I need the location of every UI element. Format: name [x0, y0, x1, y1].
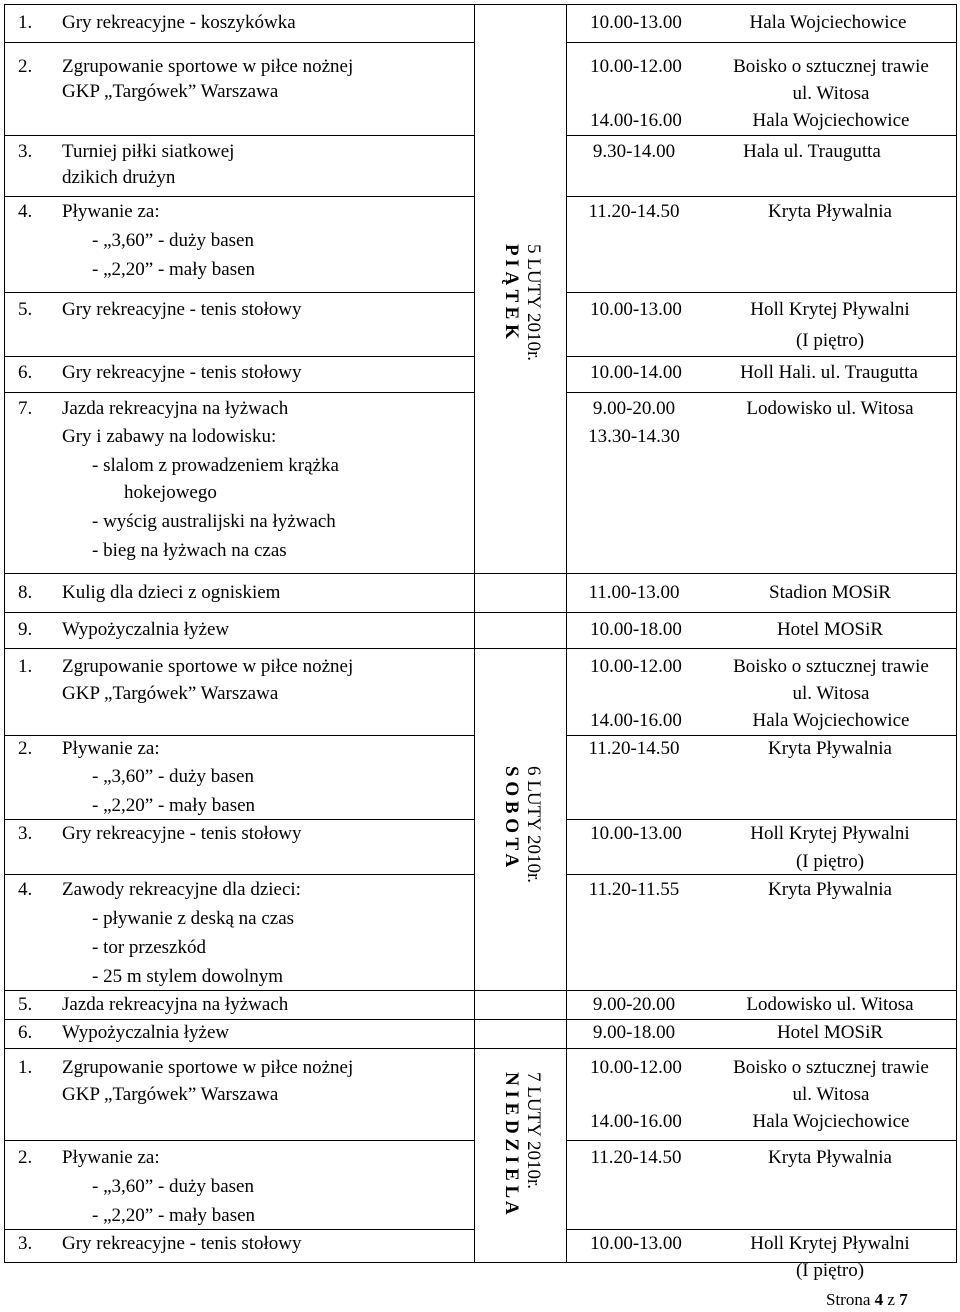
row-line: [566, 1229, 957, 1230]
time: 11.00-13.00: [588, 582, 680, 603]
activity-bullet: - „2,20” - mały basen: [92, 1205, 256, 1226]
time: 9.00-20.00: [592, 398, 676, 419]
time: 10.00-12.00: [590, 56, 682, 77]
time: 9.00-20.00: [592, 994, 676, 1015]
place: Hotel MOSiR: [776, 619, 884, 640]
item-number: 3.: [18, 1233, 33, 1254]
activity: Pływanie za:: [62, 201, 160, 222]
day-label-sunday: [500, 1072, 544, 1215]
place: Holl Hali. ul. Traugutta: [740, 362, 918, 383]
place: Boisko o sztucznej trawie: [733, 1057, 929, 1078]
place: Kryta Pływalnia: [767, 201, 892, 222]
item-number: 4.: [18, 879, 33, 900]
row-line: [4, 196, 474, 197]
row-line: [4, 874, 474, 875]
place: Lodowisko ul. Witosa: [746, 994, 914, 1015]
time: 11.20-14.50: [590, 1147, 682, 1168]
item-number: 1.: [18, 12, 33, 33]
activity-line: GKP „Targówek” Warszawa: [62, 683, 279, 704]
item-number: 3.: [18, 823, 33, 844]
day-label-friday: [500, 244, 544, 361]
activity-bullet: - bieg na łyżwach na czas: [92, 540, 287, 561]
activity: Zawody rekreacyjne dla dzieci:: [62, 879, 301, 900]
time: 10.00-13.00: [590, 1233, 682, 1254]
activity: Zgrupowanie sportowe w piłce nożnej: [62, 656, 354, 677]
place: Kryta Pływalnia: [767, 738, 892, 759]
time: 10.00-14.00: [590, 362, 682, 383]
table-border-right: [956, 4, 957, 1262]
activity-bullet: - 25 m stylem dowolnym: [92, 966, 284, 987]
page-sep: z: [883, 1290, 900, 1309]
activity-line: Gry i zabawy na lodowisku:: [62, 426, 277, 447]
place: Holl Krytej Pływalni: [750, 1233, 910, 1254]
time: 10.00-13.00: [590, 823, 682, 844]
activity-bullet: - „3,60” - duży basen: [92, 1176, 254, 1197]
day-date: 5 LUTY 2010r.: [523, 244, 544, 361]
activity-bullet: - slalom z prowadzeniem krążka: [92, 455, 339, 476]
row-line: [566, 292, 957, 293]
day-name: N I E D Z I E L A: [501, 1072, 522, 1215]
activity: Turniej piłki siatkowej: [62, 141, 235, 162]
time: 11.20-11.55: [588, 879, 680, 900]
place: Stadion MOSiR: [769, 582, 891, 603]
activity: Wypożyczalnia łyżew: [62, 619, 230, 640]
activity-bullet: - „2,20” - mały basen: [92, 795, 256, 816]
item-number: 5.: [18, 299, 33, 320]
row-line: [4, 1048, 957, 1049]
time: 14.00-16.00: [590, 710, 682, 731]
day-date: 7 LUTY 2010r.: [523, 1072, 544, 1189]
activity: Gry rekreacyjne - tenis stołowy: [62, 823, 302, 844]
item-number: 2.: [18, 738, 33, 759]
day-name: S O B O T A: [501, 766, 522, 868]
place: ul. Witosa: [792, 83, 870, 104]
item-number: 5.: [18, 994, 33, 1015]
row-line: [4, 573, 957, 574]
row-line: [566, 819, 957, 820]
row-line: [566, 1140, 957, 1141]
place: Holl Krytej Pływalni: [750, 299, 910, 320]
page-current: 4: [874, 1290, 884, 1309]
row-line: [4, 292, 474, 293]
time: 14.00-16.00: [590, 110, 682, 131]
activity-bullet: - tor przeszkód: [92, 937, 206, 958]
activity: Zgrupowanie sportowe w piłce nożnej: [62, 56, 354, 77]
place: Hala Wojciechowice: [752, 1111, 910, 1132]
page-label: Strona: [826, 1290, 875, 1309]
place: ul. Witosa: [792, 683, 870, 704]
place: Kryta Pływalnia: [767, 879, 892, 900]
place: Hala Wojciechowice: [752, 710, 910, 731]
item-number: 6.: [18, 1022, 33, 1043]
item-number: 8.: [18, 582, 33, 603]
activity: Jazda rekreacyjna na łyżwach: [62, 994, 289, 1015]
row-line: [4, 1229, 474, 1230]
activity: Gry rekreacyjne - tenis stołowy: [62, 362, 302, 383]
row-line: [566, 392, 957, 393]
row-line: [4, 1140, 474, 1141]
activity: Zgrupowanie sportowe w piłce nożnej: [62, 1057, 354, 1078]
place: Hala Wojciechowice: [752, 110, 910, 131]
table-border-left: [4, 4, 5, 1262]
place: Hala ul. Traugutta: [743, 141, 881, 162]
time: 9.00-18.00: [592, 1022, 676, 1043]
time: 10.00-18.00: [590, 619, 682, 640]
place: Hala Wojciechowice: [749, 12, 907, 33]
item-number: 9.: [18, 619, 33, 640]
time: 14.00-16.00: [590, 1111, 682, 1132]
item-number: 2.: [18, 1147, 33, 1168]
activity: Pływanie za:: [62, 1147, 160, 1168]
day-column-divider-left: [474, 4, 475, 1262]
item-number: 6.: [18, 362, 33, 383]
item-number: 1.: [18, 656, 33, 677]
place: Holl Krytej Pływalni: [750, 823, 910, 844]
row-line: [566, 42, 957, 43]
place: (I piętro): [795, 1260, 865, 1281]
time: 10.00-13.00: [590, 12, 682, 33]
row-line: [4, 42, 474, 43]
activity-bullet: - „3,60” - duży basen: [92, 766, 254, 787]
activity: Kulig dla dzieci z ogniskiem: [62, 582, 281, 603]
place: Lodowisko ul. Witosa: [746, 398, 914, 419]
item-number: 7.: [18, 398, 33, 419]
day-date: 6 LUTY 2010r.: [523, 766, 544, 883]
row-line: [4, 819, 474, 820]
place: Boisko o sztucznej trawie: [733, 656, 929, 677]
activity-bullet: - pływanie z deską na czas: [92, 908, 295, 929]
row-line: [4, 392, 474, 393]
activity-line: GKP „Targówek” Warszawa: [62, 81, 279, 102]
time: 10.00-13.00: [590, 299, 682, 320]
place: ul. Witosa: [792, 1084, 870, 1105]
page-total: 7: [899, 1290, 908, 1309]
row-line: [566, 874, 957, 875]
row-line: [566, 735, 957, 736]
item-number: 2.: [18, 56, 33, 77]
place: (I piętro): [795, 851, 865, 872]
row-line: [4, 135, 474, 136]
time: 10.00-12.00: [590, 1057, 682, 1078]
place: Kryta Pływalnia: [767, 1147, 892, 1168]
row-line: [566, 135, 957, 136]
place: (I piętro): [795, 330, 865, 351]
row-line: [566, 356, 957, 357]
activity: Pływanie za:: [62, 738, 160, 759]
page-number: [826, 1290, 908, 1310]
activity-bullet: - „3,60” - duży basen: [92, 230, 254, 251]
row-line: [4, 356, 474, 357]
time: 13.30-14.30: [588, 426, 680, 447]
day-label-saturday: [500, 766, 544, 883]
row-line: [4, 612, 957, 613]
time: 11.20-14.50: [588, 201, 680, 222]
item-number: 3.: [18, 141, 33, 162]
item-number: 1.: [18, 1057, 33, 1078]
activity-bullet: - wyścig australijski na łyżwach: [92, 511, 336, 532]
activity: Gry rekreacyjne - koszykówka: [62, 12, 296, 33]
row-line: [4, 990, 957, 991]
activity-bullet: - „2,20” - mały basen: [92, 259, 256, 280]
row-line: [4, 735, 474, 736]
activity: Gry rekreacyjne - tenis stołowy: [62, 299, 302, 320]
time: 10.00-12.00: [590, 656, 682, 677]
time: 11.20-14.50: [588, 738, 680, 759]
place: Hotel MOSiR: [776, 1022, 884, 1043]
place: Boisko o sztucznej trawie: [733, 56, 929, 77]
item-number: 4.: [18, 201, 33, 222]
day-name: P I Ą T E K: [501, 244, 522, 339]
activity-line: dzikich drużyn: [62, 167, 176, 188]
row-line: [4, 648, 957, 649]
row-line: [4, 4, 957, 5]
activity: Gry rekreacyjne - tenis stołowy: [62, 1233, 302, 1254]
activity: Wypożyczalnia łyżew: [62, 1022, 230, 1043]
row-line: [4, 1019, 957, 1020]
activity-line: GKP „Targówek” Warszawa: [62, 1084, 279, 1105]
time: 9.30-14.00: [592, 141, 676, 162]
row-line: [566, 196, 957, 197]
activity: Jazda rekreacyjna na łyżwach: [62, 398, 289, 419]
activity-line: hokejowego: [124, 482, 217, 503]
